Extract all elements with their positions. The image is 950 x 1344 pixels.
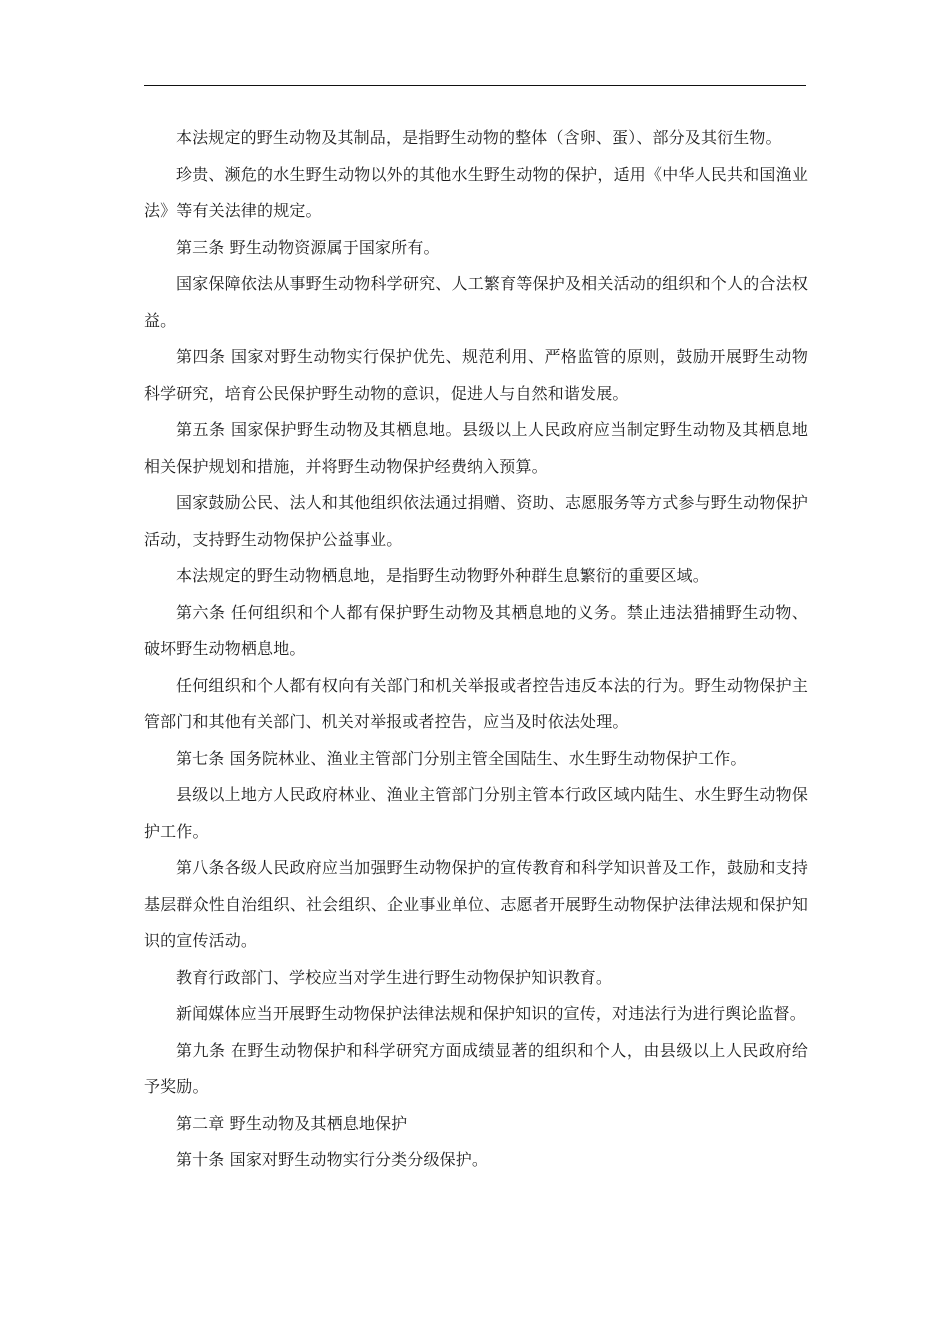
article-10: 第十条 国家对野生动物实行分类分级保护。 — [176, 1150, 489, 1169]
paragraph-derivatives-definition: 本法规定的野生动物及其制品，是指野生动物的整体（含卵、蛋）、部分及其衍生物。 — [176, 128, 782, 147]
article-9: 第九条 在野生动物保护和科学研究方面成绩显著的组织和个人，由县级以上人民政府给予奖励。 — [144, 1040, 808, 1096]
paragraph-media: 新闻媒体应当开展野生动物保护法律法规和保护知识的宣传，对违法行为进行舆论监督。 — [176, 1004, 806, 1023]
article-7: 第七条 国务院林业、渔业主管部门分别主管全国陆生、水生野生动物保护工作。 — [176, 748, 747, 768]
paragraph-habitat-definition: 本法规定的野生动物栖息地，是指野生动物野外种群生息繁衍的重要区域。 — [176, 566, 709, 585]
paragraph-public-participation: 国家鼓励公民、法人和其他组织依法通过捐赠、资助、志愿服务等方式参与野生动物保护活动，支持野生动物保护公益事业。 — [144, 493, 808, 549]
document-body — [144, 120, 808, 1179]
paragraph-local-authorities: 县级以上地方人民政府林业、渔业主管部门分别主管本行政区域内陆生、水生野生动物保护工作。 — [144, 785, 808, 841]
article-4: 第四条 国家对野生动物实行保护优先、规范利用、严格监管的原则，鼓励开展野生动物科学研究，培育公民保护野生动物的意识，促进人与自然和谐发展。 — [144, 347, 808, 403]
paragraph-reporting: 任何组织和个人都有权向有关部门和机关举报或者控告违反本法的行为。野生动物保护主管部门和其他有关部门、机关对举报或者控告，应当及时依法处理。 — [144, 675, 808, 731]
article-3-heading: 第三条 野生动物资源属于国家所有。 — [176, 237, 440, 257]
article-8: 第八条各级人民政府应当加强野生动物保护的宣传教育和科学知识普及工作，鼓励和支持基层群众性自治组织、社会组织、企业事业单位、志愿者开展野生动物保护法律法规和保护知识的宣传活动。 — [144, 858, 808, 950]
paragraph-rights-protection: 国家保障依法从事野生动物科学研究、人工繁育等保护及相关活动的组织和个人的合法权益。 — [144, 274, 808, 330]
chapter-2-heading: 第二章 野生动物及其栖息地保护 — [176, 1113, 408, 1133]
article-6: 第六条 任何组织和个人都有保护野生动物及其栖息地的义务。禁止违法猎捕野生动物、破坏野生动物栖息地。 — [144, 602, 808, 658]
paragraph-aquatic-wildlife: 珍贵、濒危的水生野生动物以外的其他水生野生动物的保护，适用《中华人民共和国渔业法》等有关法律的规定。 — [144, 164, 808, 220]
paragraph-education: 教育行政部门、学校应当对学生进行野生动物保护知识教育。 — [176, 967, 613, 987]
header-rule — [144, 85, 806, 86]
article-5: 第五条 国家保护野生动物及其栖息地。县级以上人民政府应当制定野生动物及其栖息地相关保护规划和措施，并将野生动物保护经费纳入预算。 — [144, 420, 808, 476]
